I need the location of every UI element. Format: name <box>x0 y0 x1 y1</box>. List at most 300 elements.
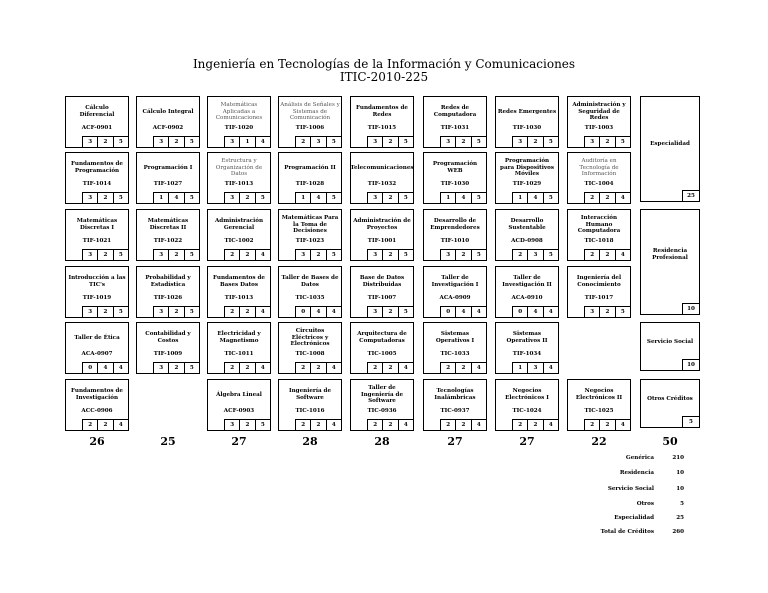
credit-cell: 5 <box>189 139 194 145</box>
summary-label: Genérica <box>625 455 654 461</box>
course-credits <box>440 249 486 260</box>
course-name: Redes de Computadora <box>433 105 477 118</box>
credit-cell: 2 <box>296 137 311 147</box>
semester-total: 50 <box>662 435 678 448</box>
course-card <box>65 266 129 318</box>
credit-cell: 2 <box>98 307 113 317</box>
credit-cell: 2 <box>240 363 255 373</box>
credit-cell: 3 <box>83 193 98 203</box>
course-credits <box>295 306 341 317</box>
course-card <box>567 379 631 431</box>
credit-cell: 2 <box>240 250 255 260</box>
course-credits <box>224 362 270 373</box>
summary-label: Total de Créditos <box>600 529 654 535</box>
course-credits <box>295 362 341 373</box>
credit-cell: 3 <box>225 137 240 147</box>
course-credits <box>367 306 413 317</box>
course-code: TIC-1008 <box>295 351 325 357</box>
specialty-label: Especialidad <box>650 141 690 147</box>
credit-cell: 3 <box>368 250 383 260</box>
credit-cell: 2 <box>600 250 615 260</box>
course-code: TIF-1007 <box>367 295 397 301</box>
course-name: Redes Emergentes <box>497 108 557 115</box>
credit-cell: 4 <box>98 363 113 373</box>
credit-cell: 2 <box>456 420 471 430</box>
credit-cell: 2 <box>225 363 240 373</box>
summary-row <box>580 470 690 480</box>
credit-cell: 2 <box>585 193 600 203</box>
credit-cell: 4 <box>118 365 123 371</box>
course-card <box>278 379 342 431</box>
credit-cell: 2 <box>528 137 543 147</box>
residency-credits: 10 <box>682 303 699 314</box>
course-credits <box>82 362 128 373</box>
credit-cell: 3 <box>368 193 383 203</box>
credit-cell: 5 <box>548 195 553 201</box>
credit-cell: 1 <box>513 193 528 203</box>
course-code: TIC-1016 <box>295 408 325 414</box>
course-name: Matemáticas Discretas II <box>147 218 189 231</box>
course-code: TIF-1010 <box>440 238 470 244</box>
course-code: TIF-1031 <box>440 125 470 131</box>
course-code: TIF-1027 <box>153 181 183 187</box>
course-credits <box>367 192 413 203</box>
course-card <box>65 96 129 148</box>
credit-cell: 2 <box>513 420 528 430</box>
course-credits <box>367 249 413 260</box>
credit-cell: 2 <box>383 363 398 373</box>
credit-cell: 4 <box>403 422 408 428</box>
credit-cell: 4 <box>476 422 481 428</box>
course-code: TIC-1035 <box>295 295 325 301</box>
course-card <box>567 266 631 318</box>
course-name: Electricidad y Magnetismo <box>217 331 261 344</box>
credit-cell: 4 <box>548 309 553 315</box>
course-name: Programación para Dispositivos Móviles <box>500 158 554 178</box>
credit-cell: 4 <box>260 365 265 371</box>
course-name: Negocios Electrónicos I <box>505 388 549 401</box>
course-card <box>567 209 631 261</box>
summary-label: Residencia <box>619 470 654 476</box>
credit-cell: 5 <box>118 309 123 315</box>
credit-cell: 3 <box>296 250 311 260</box>
semester-total: 28 <box>302 435 318 448</box>
course-credits <box>153 192 199 203</box>
credit-cell: 5 <box>189 195 194 201</box>
summary-value: 10 <box>676 486 684 492</box>
course-name: Taller de Ética <box>74 334 120 341</box>
credit-cell: 2 <box>240 307 255 317</box>
other-credits-box <box>640 379 700 428</box>
credit-cell: 4 <box>476 309 481 315</box>
credit-cell: 4 <box>476 365 481 371</box>
course-name: Interacción Humano Computadora <box>577 215 621 235</box>
credit-cell: 3 <box>441 137 456 147</box>
course-credits <box>295 249 341 260</box>
summary-row <box>580 515 690 525</box>
credit-cell: 4 <box>169 193 184 203</box>
course-code: TIC-1005 <box>367 351 397 357</box>
course-code: TIF-1029 <box>512 181 542 187</box>
credit-cell: 4 <box>260 139 265 145</box>
course-credits <box>82 419 128 430</box>
credit-cell: 2 <box>600 420 615 430</box>
course-name: Introducción a las TIC's <box>68 275 126 288</box>
course-card <box>495 379 559 431</box>
credit-cell: 2 <box>169 137 184 147</box>
credit-cell: 5 <box>331 195 336 201</box>
course-card <box>207 96 271 148</box>
course-card <box>423 96 487 148</box>
credit-cell: 2 <box>456 363 471 373</box>
specialty-credits: 25 <box>682 190 699 201</box>
course-code: TIF-1017 <box>584 295 614 301</box>
course-name: Desarrollo de Emprendedores <box>430 218 480 231</box>
course-card <box>65 209 129 261</box>
credit-cell: 2 <box>296 363 311 373</box>
course-card <box>65 322 129 374</box>
credit-cell: 1 <box>240 137 255 147</box>
course-card <box>136 152 200 204</box>
credit-cell: 3 <box>154 250 169 260</box>
credit-cell: 2 <box>383 307 398 317</box>
credit-cell: 2 <box>169 363 184 373</box>
course-credits <box>584 192 630 203</box>
credit-cell: 4 <box>260 309 265 315</box>
credit-cell: 2 <box>441 420 456 430</box>
course-name: Taller de Investigación II <box>502 275 552 288</box>
course-card <box>495 266 559 318</box>
course-credits <box>440 362 486 373</box>
credit-cell: 2 <box>311 363 326 373</box>
credit-cell: 5 <box>403 195 408 201</box>
credit-cell: 1 <box>154 193 169 203</box>
course-card <box>423 209 487 261</box>
course-credits <box>82 192 128 203</box>
credit-cell: 5 <box>260 195 265 201</box>
course-card <box>136 96 200 148</box>
course-code: TIC-1018 <box>584 238 614 244</box>
semester-total: 27 <box>519 435 535 448</box>
course-credits <box>153 362 199 373</box>
course-code: TIF-1034 <box>512 351 542 357</box>
course-code: TIF-1019 <box>82 295 112 301</box>
credit-cell: 2 <box>98 193 113 203</box>
credit-cell: 5 <box>620 309 625 315</box>
course-name: Fundamentos de Redes <box>356 105 408 118</box>
summary-row <box>580 486 690 496</box>
course-code: TIF-1020 <box>224 125 254 131</box>
credit-cell: 4 <box>118 422 123 428</box>
course-card <box>278 96 342 148</box>
credit-cell: 2 <box>311 250 326 260</box>
course-credits <box>512 362 558 373</box>
credit-cell: 2 <box>169 307 184 317</box>
course-code: TIC-1025 <box>584 408 614 414</box>
course-name: Sistemas Operativos I <box>435 331 475 344</box>
course-name: Matemáticas Aplicadas a Comunicaciones <box>215 102 263 122</box>
course-name: Auditoría en Tecnología de Información <box>579 158 619 178</box>
course-code: TIC-1002 <box>224 238 254 244</box>
credit-cell: 5 <box>118 252 123 258</box>
credit-cell: 4 <box>311 307 326 317</box>
social-service-label: Servicio Social <box>646 339 694 345</box>
course-card <box>350 209 414 261</box>
credit-cell: 4 <box>620 422 625 428</box>
summary-value: 10 <box>676 470 684 476</box>
credit-cell: 5 <box>331 252 336 258</box>
course-card <box>495 96 559 148</box>
credit-cell: 2 <box>98 420 113 430</box>
semester-total: 26 <box>89 435 105 448</box>
course-card <box>350 266 414 318</box>
course-card <box>350 379 414 431</box>
other-credits-label: Otros Créditos <box>647 396 693 402</box>
credit-cell: 4 <box>548 422 553 428</box>
course-credits <box>512 419 558 430</box>
credit-cell: 2 <box>383 137 398 147</box>
course-code: TIF-1032 <box>367 181 397 187</box>
course-credits <box>224 306 270 317</box>
credit-cell: 4 <box>528 193 543 203</box>
credit-cell: 5 <box>189 309 194 315</box>
course-name: Circuitos Eléctricos y Electrónicos <box>290 328 330 348</box>
credit-cell: 2 <box>98 250 113 260</box>
course-code: TIF-1021 <box>82 238 112 244</box>
summary-label: Otros <box>636 501 654 507</box>
course-name: Álgebra Lineal <box>216 391 262 398</box>
credit-cell: 2 <box>98 137 113 147</box>
credit-cell: 3 <box>225 420 240 430</box>
course-credits <box>224 249 270 260</box>
career-title: Ingeniería en Tecnologías de la Información y Comunicaciones <box>192 57 576 71</box>
credit-cell: 2 <box>240 420 255 430</box>
credit-cell: 2 <box>528 420 543 430</box>
course-credits <box>153 249 199 260</box>
course-name: Análisis de Señales y Sistemas de Comunicación <box>280 102 340 122</box>
credit-cell: 1 <box>296 193 311 203</box>
course-credits <box>512 306 558 317</box>
credit-cell: 3 <box>225 193 240 203</box>
course-card <box>350 96 414 148</box>
course-name: Sistemas Operativos II <box>506 331 548 344</box>
credit-cell: 3 <box>311 137 326 147</box>
credit-cell: 3 <box>83 250 98 260</box>
course-code: TIF-1009 <box>153 351 183 357</box>
credit-cell: 0 <box>83 363 98 373</box>
course-name: Administración de Proyectos <box>353 218 411 231</box>
course-code: ACA-0910 <box>511 295 543 301</box>
course-name: Cálculo Integral <box>142 108 194 115</box>
course-name: Telecomunicaciones <box>350 164 414 171</box>
credit-cell: 5 <box>260 422 265 428</box>
credit-cell: 3 <box>368 307 383 317</box>
course-name: Programación I <box>143 164 193 171</box>
credit-cell: 2 <box>585 420 600 430</box>
credit-cell: 4 <box>311 193 326 203</box>
credit-cell: 3 <box>513 137 528 147</box>
plan-code: ITIC-2010-225 <box>339 70 429 84</box>
course-name: Programación WEB <box>432 161 478 174</box>
course-name: Taller de Ingeniería de Software <box>360 385 404 405</box>
credit-cell: 2 <box>383 420 398 430</box>
residency-label: Residencia Profesional <box>652 248 688 261</box>
course-credits <box>295 419 341 430</box>
credit-cell: 2 <box>456 137 471 147</box>
course-code: TIF-1013 <box>224 181 254 187</box>
credit-cell: 3 <box>154 363 169 373</box>
course-credits <box>584 419 630 430</box>
credit-cell: 3 <box>154 137 169 147</box>
course-name: Matemáticas Discretas I <box>76 218 118 231</box>
course-code: TIF-1030 <box>512 125 542 131</box>
credit-cell: 5 <box>403 252 408 258</box>
credit-cell: 3 <box>368 137 383 147</box>
course-card <box>495 152 559 204</box>
course-credits <box>584 306 630 317</box>
summary-row <box>580 501 690 511</box>
course-code: TIF-1022 <box>153 238 183 244</box>
course-name: Contabilidad y Costos <box>145 331 191 344</box>
credit-cell: 4 <box>528 307 543 317</box>
credit-cell: 2 <box>169 250 184 260</box>
course-card <box>495 209 559 261</box>
credit-cell: 3 <box>585 137 600 147</box>
course-code: ACA-0907 <box>81 351 113 357</box>
credit-cell: 2 <box>368 420 383 430</box>
specialty-box <box>640 96 700 202</box>
credit-cell: 2 <box>383 193 398 203</box>
credit-cell: 2 <box>225 307 240 317</box>
summary-value: 5 <box>680 501 684 507</box>
credit-cell: 2 <box>225 250 240 260</box>
course-credits <box>584 136 630 147</box>
credit-cell: 2 <box>83 420 98 430</box>
course-name: Administración Gerencial <box>214 218 264 231</box>
credit-cell: 4 <box>548 365 553 371</box>
course-card <box>278 266 342 318</box>
credit-cell: 2 <box>600 307 615 317</box>
semester-total: 25 <box>160 435 176 448</box>
credit-cell: 2 <box>240 193 255 203</box>
credit-cell: 4 <box>456 307 471 317</box>
credit-cell: 5 <box>548 252 553 258</box>
credit-cell: 5 <box>403 309 408 315</box>
course-code: TIC-0936 <box>367 408 397 414</box>
course-name: Taller de Investigación I <box>431 275 479 288</box>
credit-cell: 5 <box>548 139 553 145</box>
course-card <box>207 322 271 374</box>
credit-cell: 5 <box>476 139 481 145</box>
credit-cell: 5 <box>331 139 336 145</box>
credit-cell: 5 <box>403 139 408 145</box>
course-card <box>495 322 559 374</box>
course-credits <box>295 136 341 147</box>
course-card <box>278 322 342 374</box>
course-name: Fundamentos de Programación <box>71 161 123 174</box>
course-credits <box>224 419 270 430</box>
credit-cell: 4 <box>331 422 336 428</box>
course-name: Base de Datos Distribuidas <box>359 275 405 288</box>
course-credits <box>512 192 558 203</box>
credit-cell: 4 <box>620 252 625 258</box>
course-code: TIF-1001 <box>367 238 397 244</box>
course-card <box>136 322 200 374</box>
course-credits <box>367 362 413 373</box>
course-credits <box>82 249 128 260</box>
course-code: TIF-1023 <box>295 238 325 244</box>
credit-cell: 2 <box>296 420 311 430</box>
course-code: ACF-0901 <box>81 125 113 131</box>
credit-cell: 2 <box>383 250 398 260</box>
course-credits <box>295 192 341 203</box>
credit-cell: 2 <box>368 363 383 373</box>
summary-row <box>580 529 690 539</box>
course-credits <box>440 136 486 147</box>
course-name: Arquitectura de Computadoras <box>357 331 407 344</box>
credit-cell: 2 <box>600 137 615 147</box>
course-credits <box>367 136 413 147</box>
course-name: Negocios Electrónicos II <box>575 388 623 401</box>
course-credits <box>440 306 486 317</box>
summary-label: Especialidad <box>614 515 654 521</box>
course-code: TIF-1013 <box>224 295 254 301</box>
credit-cell: 5 <box>189 252 194 258</box>
credit-cell: 3 <box>441 250 456 260</box>
credit-cell: 3 <box>83 307 98 317</box>
credit-cell: 0 <box>296 307 311 317</box>
course-code: ACF-0902 <box>152 125 184 131</box>
semester-total: 27 <box>231 435 247 448</box>
course-code: TIF-1006 <box>295 125 325 131</box>
course-code: TIC-1004 <box>584 181 614 187</box>
course-name: Probabilidad y Estadística <box>145 275 191 288</box>
credit-cell: 4 <box>403 365 408 371</box>
course-card <box>567 152 631 204</box>
course-credits <box>153 306 199 317</box>
summary-value: 210 <box>672 455 684 461</box>
summary-value: 260 <box>672 529 684 535</box>
course-card <box>65 152 129 204</box>
credit-cell: 5 <box>620 139 625 145</box>
course-credits <box>512 136 558 147</box>
course-name: Estructura y Organización de Datos <box>215 158 263 178</box>
course-name: Taller de Bases de Datos <box>281 275 339 288</box>
credit-cell: 2 <box>311 420 326 430</box>
credit-cell: 4 <box>331 309 336 315</box>
credit-cell: 5 <box>476 195 481 201</box>
course-credits <box>367 419 413 430</box>
semester-total: 22 <box>591 435 607 448</box>
course-code: ACA-0909 <box>439 295 471 301</box>
course-code: TIF-1014 <box>82 181 112 187</box>
course-card <box>278 152 342 204</box>
credit-cell: 5 <box>118 139 123 145</box>
course-card <box>136 209 200 261</box>
credit-cell: 0 <box>441 307 456 317</box>
course-code: TIF-1003 <box>584 125 614 131</box>
credit-cell: 4 <box>456 193 471 203</box>
course-card <box>350 322 414 374</box>
credit-cell: 0 <box>513 307 528 317</box>
course-credits <box>584 249 630 260</box>
course-card <box>567 96 631 148</box>
course-card <box>207 209 271 261</box>
course-code: ACD-0908 <box>511 238 543 244</box>
course-card <box>207 266 271 318</box>
course-card <box>423 266 487 318</box>
course-code: TIC-0937 <box>440 408 470 414</box>
